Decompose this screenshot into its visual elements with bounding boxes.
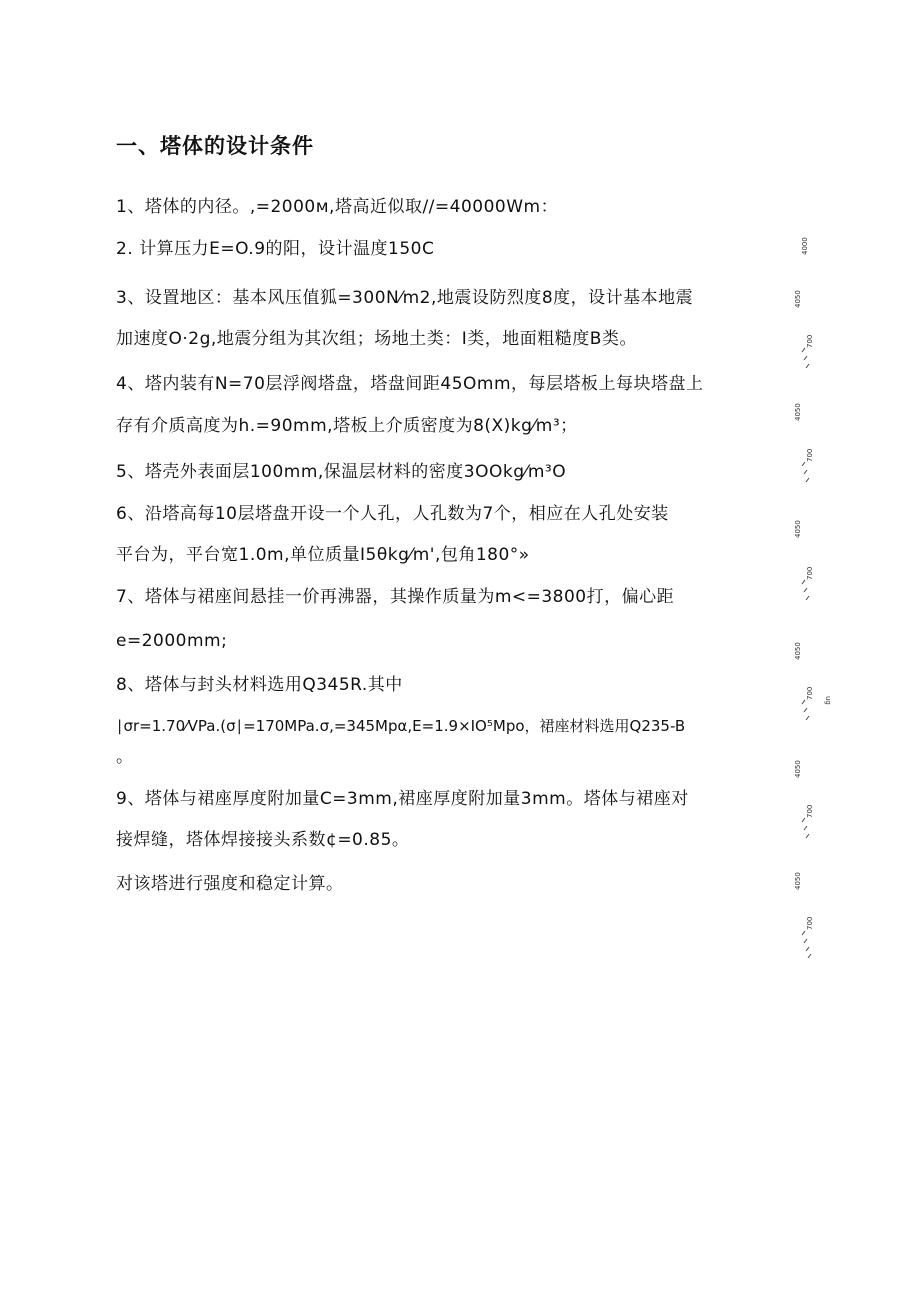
svg-text:4050: 4050 (794, 872, 802, 890)
margin-dimension-annotations (790, 0, 840, 1301)
annotation-dim: 4050 (794, 403, 802, 421)
annotation-dim: 4050 (794, 520, 802, 538)
text-line: 存有介质高度为h.=90mm,塔板上介质密度为8(X)kg⁄m³； (116, 416, 578, 436)
text-line: 7、塔体与裙座间悬挂一价再沸器，其操作质量为m<=3800打，偏心距 (116, 587, 675, 607)
annotation-sub: 700 (806, 448, 814, 462)
text-line: 4、塔内装有N=70层浮阀塔盘，塔盘间距45Omm，每层塔板上每块塔盘上 (116, 374, 704, 394)
text-line: 8、塔体与封头材料选用Q345R.其中 (116, 675, 403, 695)
text-line: ∣σr=1.70⁄VPa.(σ∣=170MPa.σ,=345Mpα,E=1.9×IO⁵Mpo，裙座材料选用Q235-B (116, 717, 686, 735)
annotation-dim: 4050 (794, 760, 802, 778)
text-line: 5、塔壳外表面层100mm,保温层材料的密度3OOkg⁄m³O (116, 462, 567, 482)
page-title: 一、塔体的设计条件 (116, 134, 314, 158)
svg-text:700: 700 (806, 916, 814, 930)
annotation-dim: 4050 (794, 290, 802, 308)
dimension-marks (790, 0, 840, 1301)
text-line: 9、塔体与裙座厚度附加量C=3mm,裙座厚度附加量3mm。塔体与裙座对 (116, 789, 689, 809)
text-line: 加速度O·2g,地震分组为其次组；场地土类：I类，地面粗糙度B类。 (116, 329, 637, 349)
annotation-dim: 4050 (794, 642, 802, 660)
text-line: 2. 计算压力E=O.9的阳，设计温度150C (116, 239, 435, 259)
text-line: 。 (116, 747, 134, 767)
text-line: e=2000mm; (116, 631, 228, 651)
annotation-sub: 700 (806, 566, 814, 580)
annotation-sub: 700 (806, 804, 814, 818)
text-line: 6、沿塔高每10层塔盘开设一个人孔，人孔数为7个，相应在人孔处安装 (116, 504, 669, 524)
text-line: 对该塔进行强度和稳定计算。 (116, 874, 344, 894)
text-line: 平台为，平台宽1.0m,单位质量I5θkg⁄m',包角180°» (116, 545, 530, 565)
annotation-side: ug (824, 696, 832, 705)
text-line: 3、设置地区：基本风压值狐=300N⁄m2,地震设防烈度8度，设计基本地震 (116, 288, 694, 308)
annotation-top: 4000 (801, 237, 809, 255)
annotation-sub: 700 (806, 686, 814, 700)
text-line: 1、塔体的内径。,=2000м,塔高近似取//=40000Wm： (116, 197, 559, 217)
text-line: 接焊缝，塔体焊接接头系数¢=0.85。 (116, 830, 410, 850)
annotation-sub: 700 (806, 334, 814, 348)
